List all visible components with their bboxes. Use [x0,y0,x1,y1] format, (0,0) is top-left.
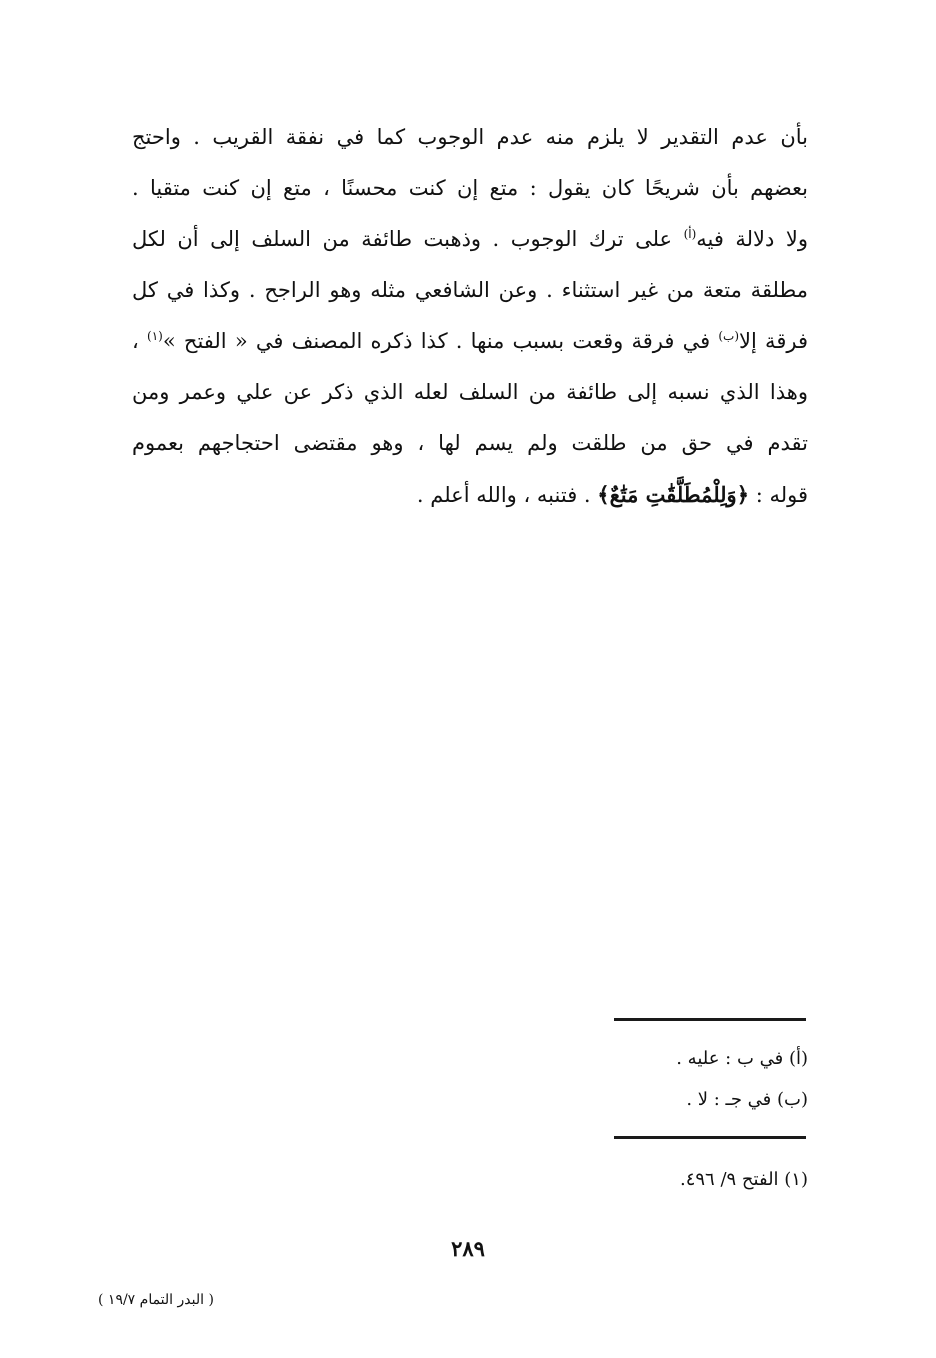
footnote-variant-a: (أ) في ب : عليه . [676,1048,808,1069]
text-line-2: بعضهم بأن شريحًا كان يقول : متع إن كنت محسنًا ، متع إن كنت متقيا . [132,176,808,200]
text-line-5 [132,316,808,367]
text-line-5-after: ، [132,329,147,353]
text-line-3 [132,214,808,265]
footnote-marker-a: (أ) [683,227,697,241]
main-text-block [132,112,808,521]
footnote-marker-1: (١) [147,329,163,343]
text-line-3-before: ولا دلالة فيه [696,227,808,251]
text-line-5-before: فرقة إلا [739,329,808,353]
text-line-5-middle: في فرقة وقعت بسبب منها . كذا ذكره المصنف في « الفتح » [162,329,719,353]
text-line-3-after: على ترك الوجوب . وذهبت طائفة من السلف إلى أن لكل [132,227,684,251]
text-line-8 [132,469,808,521]
running-footer: ( البدر التمام ١٩/٧ ) [98,1292,214,1308]
page-number: ٢٨٩ [451,1236,485,1261]
quran-verse: ﴿وَلِلْمُطَلَّقَٰتِ مَتَٰعٌ﴾ [597,482,750,507]
text-line-6: وهذا الذي نسبه إلى طائفة من السلف لعله الذي ذكر عن علي وعمر ومن [132,380,808,404]
text-line-8-before: قوله : [749,483,808,507]
footnote-divider-top [614,1018,806,1021]
text-line-8-after: . فتنبه ، والله أعلم . [416,483,598,507]
footnote-reference-1: (١) الفتح ٩/ ٤٩٦. [679,1169,808,1190]
text-line-7: تقدم في حق من طلقت ولم يسم لها ، وهو مقتضى احتجاجهم بعموم [132,431,808,455]
footnote-divider-bottom [614,1136,806,1139]
footnote-marker-b: (ب) [718,329,740,343]
text-line-4: مطلقة متعة من غير استثناء . وعن الشافعي مثله وهو الراجح . وكذا في كل [132,278,808,302]
text-line-1: بأن عدم التقدير لا يلزم منه عدم الوجوب كما في نفقة القريب . واحتج [132,125,808,149]
footnote-variant-b: (ب) في جـ : لا . [686,1089,808,1110]
